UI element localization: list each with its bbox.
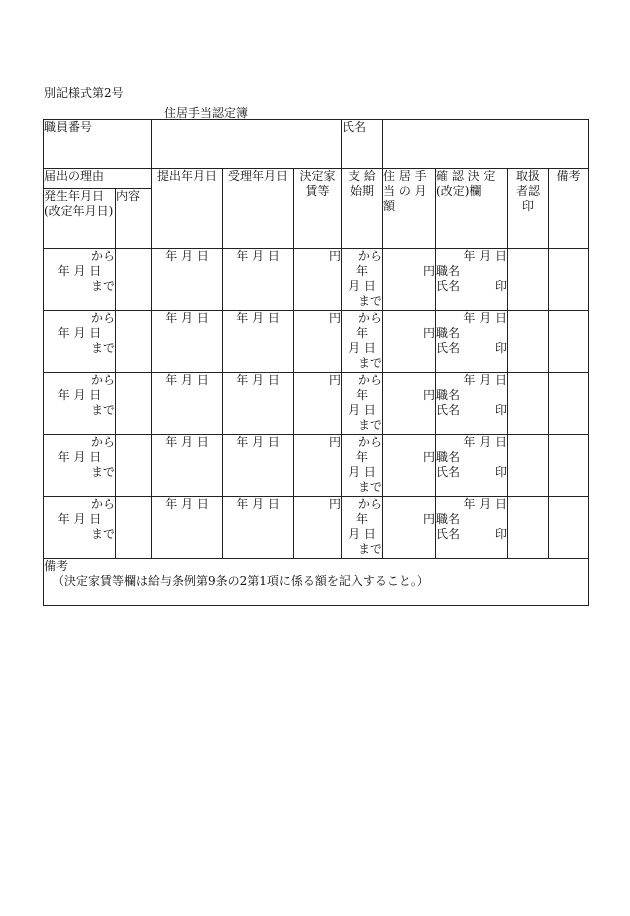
name-value-cell (383, 120, 589, 169)
occurrence-date-cell (44, 435, 116, 497)
allowance-amount-header (383, 169, 436, 249)
until-text: まで (358, 418, 383, 432)
post-text: 職名 (436, 512, 461, 526)
from-text: から (90, 497, 115, 511)
handler-seal-cell (508, 311, 549, 373)
content-cell (116, 311, 152, 373)
from-text: から (90, 435, 115, 449)
decided-rent-label: 決定家賃等 (299, 169, 336, 198)
confirmation-header (436, 169, 508, 249)
name-text: 氏名 (436, 527, 461, 541)
yen-text: 円 (423, 512, 436, 526)
decided-rent-cell (294, 497, 342, 559)
yen-text: 円 (423, 326, 436, 340)
staff-number-label: 職員番号 (44, 120, 93, 134)
payment-start-cell (342, 311, 383, 373)
until-text: まで (358, 542, 383, 556)
receipt-date-cell (223, 311, 294, 373)
date-text: 年 月 日 (236, 373, 280, 387)
staff-number-label-cell (44, 120, 152, 169)
month-day-text: 月 日 (348, 403, 376, 417)
reason-label: 届出の理由 (44, 169, 105, 183)
receipt-date-cell (223, 435, 294, 497)
form-label: 別記様式第2号 (44, 86, 124, 100)
handler-seal-label-3: 印 (522, 199, 535, 213)
submission-date-label: 提出年月日 (157, 169, 218, 183)
content-cell (116, 249, 152, 311)
from-text: から (90, 311, 115, 325)
seal-text: 印 (495, 341, 508, 355)
month-day-text: 月 日 (348, 465, 376, 479)
payment-start-cell (342, 249, 383, 311)
date-text: 年 月 日 (463, 435, 508, 449)
allowance-amount-cell (383, 435, 436, 497)
submission-date-header (152, 169, 223, 249)
date-text: 年 月 日 (165, 435, 209, 449)
housing-allowance-register (43, 119, 589, 606)
reason-header (44, 169, 152, 189)
name-label-cell (342, 120, 383, 169)
date-text: 年 月 日 (463, 497, 508, 511)
allowance-amount-cell (383, 311, 436, 373)
submission-date-cell (152, 435, 223, 497)
yen-text: 円 (329, 435, 342, 449)
until-text: まで (90, 403, 115, 417)
confirmation-label: 確 認 決 定 (改定)欄 (436, 169, 496, 198)
submission-date-cell (152, 373, 223, 435)
submission-date-cell (152, 311, 223, 373)
receipt-date-label: 受理年月日 (228, 169, 289, 183)
occurrence-date-label: 発生年月日(改定年月日) (44, 189, 114, 218)
date-text: 年 月 日 (57, 264, 102, 278)
date-text: 年 月 日 (236, 249, 280, 263)
form-title: 住居手当認定簿 (164, 106, 249, 120)
remarks-cell (549, 249, 589, 311)
table-row (44, 249, 589, 311)
until-text: まで (358, 480, 383, 494)
year-text: 年 (356, 512, 369, 526)
content-cell (116, 497, 152, 559)
decided-rent-header (294, 169, 342, 249)
occurrence-date-cell (44, 249, 116, 311)
payment-start-cell (342, 373, 383, 435)
occurrence-date-cell (44, 497, 116, 559)
year-text: 年 (356, 326, 369, 340)
post-text: 職名 (436, 264, 461, 278)
from-text: から (358, 435, 383, 449)
seal-text: 印 (495, 279, 508, 293)
content-header (116, 189, 152, 249)
until-text: まで (90, 465, 115, 479)
content-cell (116, 435, 152, 497)
date-text: 年 月 日 (236, 311, 280, 325)
allowance-amount-label-2: 当 の 月 (383, 184, 427, 198)
year-text: 年 (356, 264, 369, 278)
yen-text: 円 (423, 264, 436, 278)
name-text: 氏名 (436, 465, 461, 479)
from-text: から (358, 311, 383, 325)
table-row (44, 373, 589, 435)
remarks-cell (549, 435, 589, 497)
date-text: 年 月 日 (236, 497, 280, 511)
until-text: まで (90, 341, 115, 355)
year-text: 年 (356, 388, 369, 402)
confirmation-cell (436, 249, 508, 311)
remarks-cell (549, 311, 589, 373)
remarks-header (549, 169, 589, 249)
payment-start-label-1: 支 給 (348, 169, 376, 183)
from-text: から (90, 249, 115, 263)
name-text: 氏名 (436, 341, 461, 355)
submission-date-cell (152, 497, 223, 559)
yen-text: 円 (329, 249, 342, 263)
payment-start-cell (342, 497, 383, 559)
payment-start-header (342, 169, 383, 249)
confirmation-cell (436, 497, 508, 559)
submission-date-cell (152, 249, 223, 311)
month-day-text: 月 日 (348, 341, 376, 355)
confirmation-cell (436, 373, 508, 435)
payment-start-cell (342, 435, 383, 497)
name-label: 氏名 (342, 120, 367, 134)
allowance-amount-label-1: 住 居 手 (383, 169, 427, 183)
allowance-amount-cell (383, 373, 436, 435)
date-text: 年 月 日 (57, 512, 102, 526)
date-text: 年 月 日 (57, 326, 102, 340)
table-row (44, 497, 589, 559)
from-text: から (358, 497, 383, 511)
allowance-amount-cell (383, 249, 436, 311)
from-text: から (90, 373, 115, 387)
occurrence-date-header (44, 189, 116, 249)
yen-text: 円 (423, 388, 436, 402)
confirmation-cell (436, 311, 508, 373)
yen-text: 円 (423, 450, 436, 464)
occurrence-date-cell (44, 311, 116, 373)
from-text: から (358, 249, 383, 263)
date-text: 年 月 日 (463, 373, 508, 387)
post-text: 職名 (436, 388, 461, 402)
decided-rent-cell (294, 249, 342, 311)
remarks-cell (549, 373, 589, 435)
occurrence-date-cell (44, 373, 116, 435)
date-text: 年 月 日 (165, 311, 209, 325)
remarks-cell (549, 497, 589, 559)
date-text: 年 月 日 (165, 497, 209, 511)
receipt-date-cell (223, 373, 294, 435)
date-text: 年 月 日 (57, 388, 102, 402)
remarks-footer-note: （決定家賃等欄は給与条例第9条の2第1項に係る額を記入すること。） (52, 574, 429, 588)
content-cell (116, 373, 152, 435)
yen-text: 円 (329, 497, 342, 511)
allowance-amount-label-3: 額 (383, 199, 396, 213)
from-text: から (358, 373, 383, 387)
handler-seal-cell (508, 373, 549, 435)
receipt-date-cell (223, 249, 294, 311)
handler-seal-cell (508, 497, 549, 559)
remarks-row (44, 559, 589, 606)
staff-number-value-cell (152, 120, 342, 169)
until-text: まで (358, 294, 383, 308)
decided-rent-cell (294, 311, 342, 373)
post-text: 職名 (436, 450, 461, 464)
date-text: 年 月 日 (165, 373, 209, 387)
confirmation-cell (436, 435, 508, 497)
seal-text: 印 (495, 465, 508, 479)
decided-rent-cell (294, 373, 342, 435)
seal-text: 印 (495, 527, 508, 541)
until-text: まで (90, 527, 115, 541)
month-day-text: 月 日 (348, 279, 376, 293)
seal-text: 印 (495, 403, 508, 417)
handler-seal-header (508, 169, 549, 249)
post-text: 職名 (436, 326, 461, 340)
month-day-text: 月 日 (348, 527, 376, 541)
date-text: 年 月 日 (463, 311, 508, 325)
table-row (44, 311, 589, 373)
handler-seal-label-1: 取扱 (516, 169, 541, 183)
allowance-amount-cell (383, 497, 436, 559)
remarks-col-label: 備考 (556, 169, 581, 183)
table-row (44, 435, 589, 497)
remarks-footer-label: 備考 (44, 559, 69, 573)
receipt-date-cell (223, 497, 294, 559)
decided-rent-cell (294, 435, 342, 497)
content-label: 内容 (116, 189, 141, 203)
payment-start-label-2: 始期 (350, 184, 375, 198)
yen-text: 円 (329, 373, 342, 387)
date-text: 年 月 日 (463, 249, 508, 263)
until-text: まで (90, 279, 115, 293)
receipt-date-header (223, 169, 294, 249)
yen-text: 円 (329, 311, 342, 325)
date-text: 年 月 日 (236, 435, 280, 449)
date-text: 年 月 日 (57, 450, 102, 464)
name-text: 氏名 (436, 403, 461, 417)
year-text: 年 (356, 450, 369, 464)
handler-seal-cell (508, 435, 549, 497)
name-text: 氏名 (436, 279, 461, 293)
until-text: まで (358, 356, 383, 370)
handler-seal-label-2: 者認 (516, 184, 541, 198)
date-text: 年 月 日 (165, 249, 209, 263)
handler-seal-cell (508, 249, 549, 311)
remarks-footer-cell (44, 559, 589, 606)
